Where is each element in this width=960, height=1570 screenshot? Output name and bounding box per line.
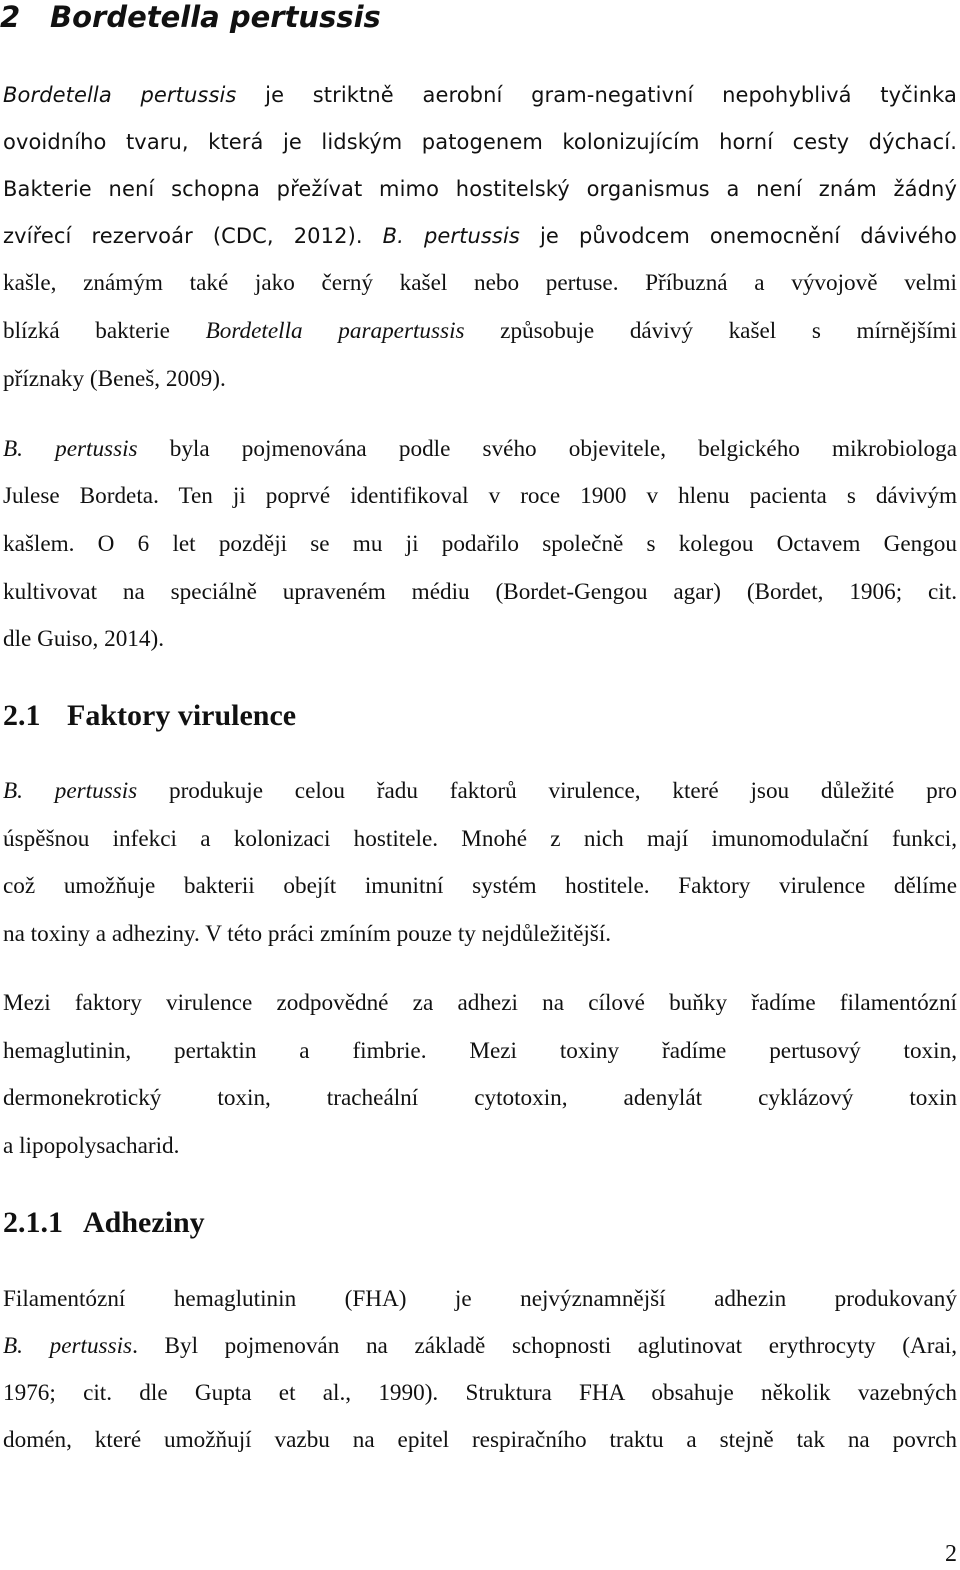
text-line [3,221,957,251]
species-name: Bordetella parapertussis [205,318,465,344]
line-text: je původcem onemocnění dávivého [519,224,958,248]
text-line: na toxiny a adheziny. V této práci zmíním pouze ty nejdůležitější. [3,921,612,947]
text-line: dle Guiso, 2014). [3,626,165,652]
text-line: ovoidního tvaru, která je lidským patogenem kolonizujícím horní cesty dýchací. [3,130,957,154]
text-line: Mezi faktory virulence zodpovědné za adhezi na cílové buňky řadíme filamentózní [3,990,957,1016]
subsection-title: Adheziny [83,1206,205,1239]
text-line [3,316,957,346]
text-line: Filamentózní hemaglutinin (FHA) je nejvýznamnější adhezin produkovaný [3,1286,957,1312]
chapter-number: 2 [0,0,21,34]
species-name: Bordetella pertussis [3,83,237,107]
text-line: kultivovat na speciálně upraveném médiu (Bordet-Gengou agar) (Bordet, 1906; cit. [3,579,957,605]
text-line: což umožňuje bakterii obejít imunitní systém hostitele. Faktory virulence dělíme [3,873,957,899]
text-line: kašlem. O 6 let později se mu ji podařilo společně s kolegou Octavem Gengou [3,531,957,557]
section-title: Faktory virulence [67,699,297,732]
text-line: a lipopolysacharid. [3,1133,180,1159]
text-line [3,80,957,110]
species-name: B. pertussis [3,778,138,804]
text-line: Julese Bordeta. Ten ji poprvé identifikoval v roce 1900 v hlenu pacienta s dávivým [3,483,957,509]
species-name: B. pertussis [3,1333,133,1359]
line-text: blízká bakterie [3,318,206,344]
chapter-title: Bordetella pertussis [50,0,381,34]
text-line: hemaglutinin, pertaktin a fimbrie. Mezi toxiny řadíme pertusový toxin, [3,1038,957,1064]
species-name: B. pertussis [382,224,520,248]
line-text: produkuje celou řadu faktorů virulence, které jsou důležité pro [137,778,957,804]
text-line: úspěšnou infekci a kolonizaci hostitele. Mnohé z nich mají imunomodulační funkci, [3,826,957,852]
line-text: byla pojmenována podle svého objevitele, belgického mikrobiologa [137,436,957,462]
text-line [3,1331,957,1361]
text-line: příznaky (Beneš, 2009). [3,366,226,392]
text-line: 1976; cit. dle Gupta et al., 1990). Struktura FHA obsahuje několik vazebných [3,1380,957,1406]
page-number: 2 [945,1541,957,1567]
line-text: . Byl pojmenován na základě schopnosti aglutinovat erythrocyty (Arai, [132,1333,958,1359]
text-line: Bakterie není schopna přežívat mimo hostitelský organismus a není znám žádný [3,177,957,201]
chapter-heading [0,0,381,34]
section-number: 2.1 [3,699,41,732]
subsection-number: 2.1.1 [3,1206,63,1239]
text-line [3,434,957,464]
text-line [3,776,957,806]
line-text: zvířecí rezervoár (CDC, 2012). [3,224,383,248]
species-name: B. pertussis [3,436,138,462]
text-line: domén, které umožňují vazbu na epitel respiračního traktu a stejně tak na povrch [3,1427,957,1453]
text-line: kašle, známým také jako černý kašel nebo pertuse. Příbuzná a vývojově velmi [3,270,957,296]
subsection-heading [3,1205,205,1241]
line-text: je striktně aerobní gram-negativní nepohyblivá tyčinka [236,83,958,107]
text-line: dermonekrotický toxin, tracheální cytotoxin, adenylát cyklázový toxin [3,1085,957,1111]
section-heading [3,698,296,734]
line-text: způsobuje dávivý kašel s mírnějšími [464,318,957,344]
